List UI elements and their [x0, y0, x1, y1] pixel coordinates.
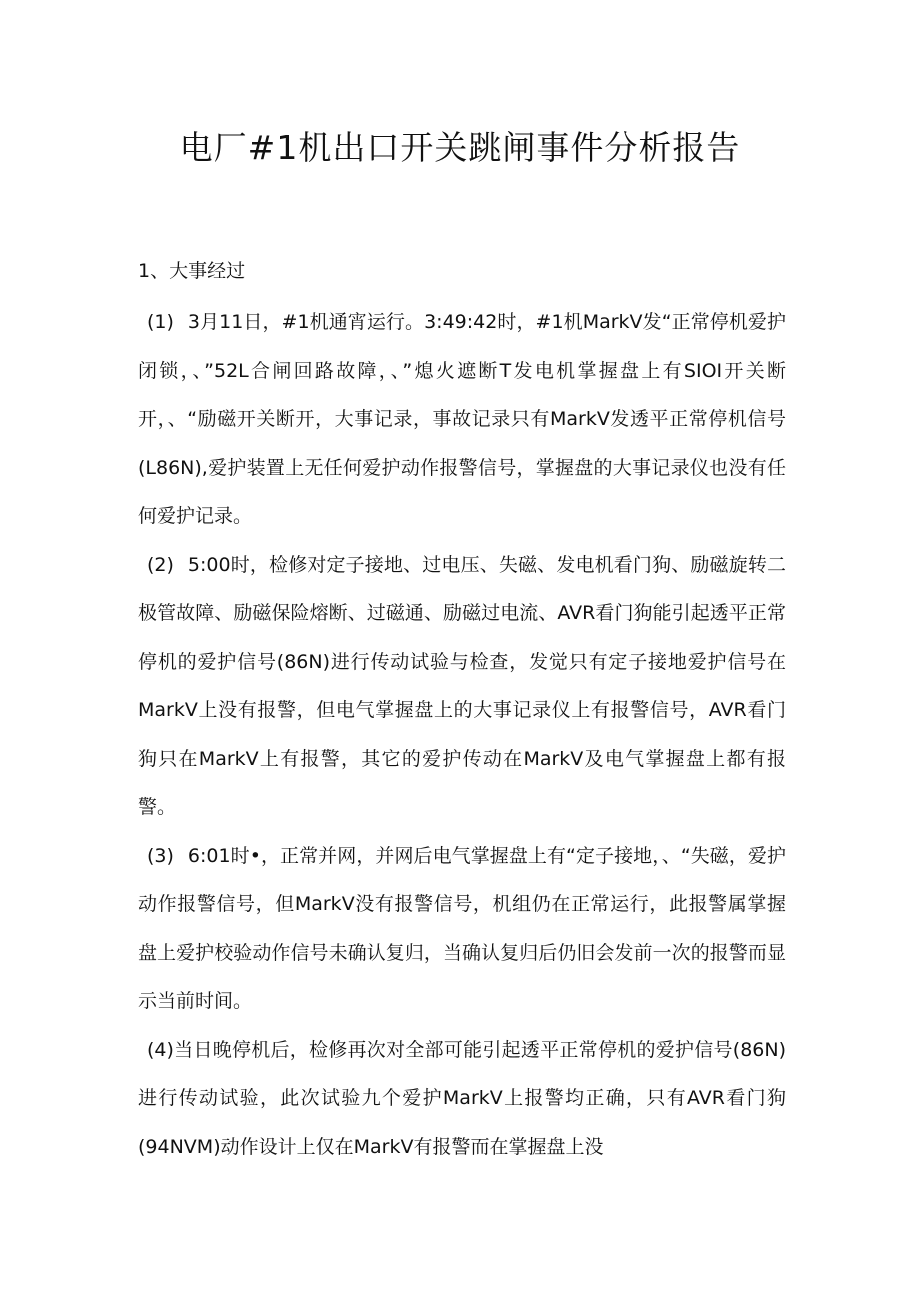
paragraph-number: (2): [147, 553, 174, 576]
paragraph-number: (1): [147, 311, 174, 333]
section-heading: 1、大事经过: [138, 260, 246, 282]
paragraph-3: [138, 832, 786, 1026]
paragraph-2: [138, 541, 786, 832]
paragraph-text: 3月11日，#1机通宵运行。3:49:42时，#1机MarkV发“正常停机爱护闭锁，、”52L合闸回路故障，、”熄火遮断T发电机掌握盘上有SIOI开关断开，、“励磁开关断开，大事记录，事故记录只有MarkV发透平正常停机信号(L86N),爱护装置上无任何爱护动作报警信号，掌握盘的大事记录仪也没有任何爱护记录。: [138, 311, 786, 527]
paragraph-4: [138, 1026, 786, 1172]
paragraph-text: 5:00时，检修对定子接地、过电压、失磁、发电机看门狗、励磁旋转二极管故障、励磁保险熔断、过磁通、励磁过电流、AVR看门狗能引起透平正常停机的爱护信号(86N)进行传动试验与检查，发觉只有定子接地爱护信号在MarkV上没有报警，但电气掌握盘上的大事记录仪上有报警信号，AVR看门狗只在MarkV上有报警，其它的爱护传动在MarkV及电气掌握盘上都有报警。: [138, 553, 786, 818]
paragraph-number: (4): [147, 1038, 174, 1061]
document-body: [138, 298, 786, 1171]
paragraph-text: 当日晚停机后，检修再次对全部可能引起透平正常停机的爱护信号(86N)进行传动试验，此次试验九个爱护MarkV上报警均正确，只有AVR看门狗(94NVM)动作设计上仅在MarkV有报警而在掌握盘上没: [138, 1038, 786, 1158]
document-title: 电厂#1机出口开关跳闸事件分析报告: [179, 128, 741, 167]
paragraph-text: 6:01时•，正常并网，并网后电气掌握盘上有“定子接地，、“失磁，爱护动作报警信号，但MarkV没有报警信号，机组仍在正常运行，此报警属掌握盘上爱护校验动作信号未确认复归，当确认复归后仍旧会发前一次的报警而显示当前时间。: [138, 844, 786, 1012]
paragraph-1: [138, 298, 786, 541]
paragraph-number: (3): [147, 844, 174, 867]
